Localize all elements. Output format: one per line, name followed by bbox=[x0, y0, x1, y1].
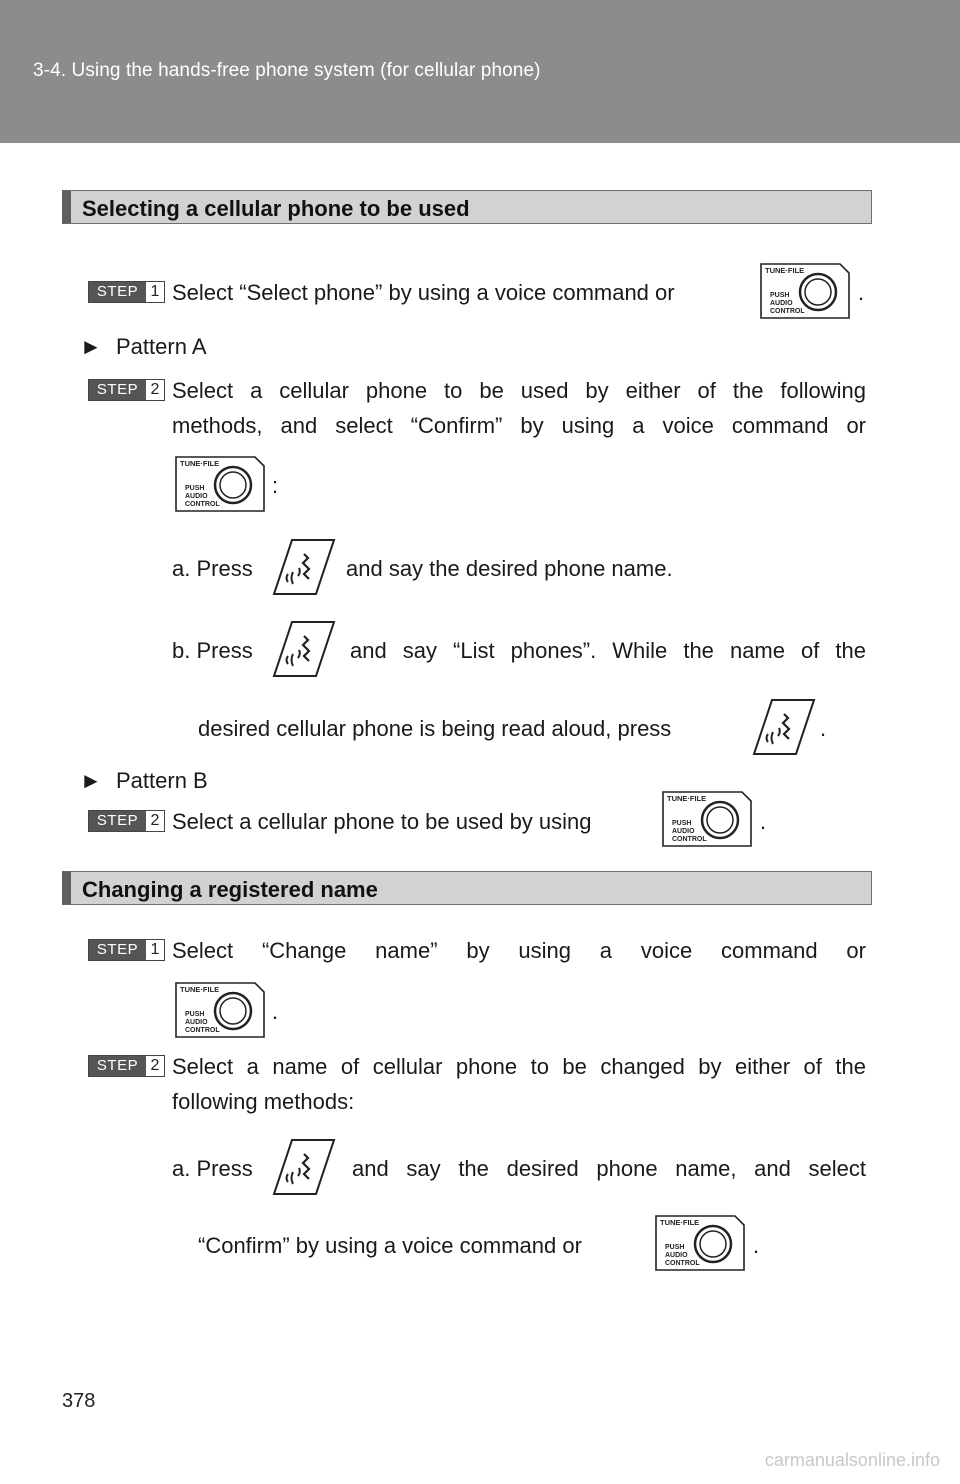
page-header bbox=[0, 0, 960, 143]
step-2-text-line-2: following methods: bbox=[172, 1089, 355, 1114]
talk-switch-icon bbox=[272, 1138, 336, 1196]
page-number: 378 bbox=[62, 1390, 96, 1412]
pattern-b-arrow-icon: ► bbox=[80, 768, 102, 793]
tune-file-knob-icon bbox=[175, 456, 265, 512]
section-heading-change-name bbox=[62, 871, 872, 905]
step-2-badge: STEP 2 bbox=[88, 1055, 165, 1077]
period: . bbox=[753, 1233, 760, 1258]
tune-file-knob-icon bbox=[175, 982, 265, 1038]
option-b-text-line-2: desired cellular phone is being read aloud, press bbox=[198, 716, 672, 741]
colon: : bbox=[272, 473, 279, 498]
option-a-text: and say the desired phone name, and select bbox=[352, 1156, 866, 1181]
option-a-press: a. Press bbox=[172, 1156, 253, 1181]
option-a-press: a. Press bbox=[172, 556, 253, 581]
step-2-pattern-b-text: Select a cellular phone to be used by using bbox=[172, 809, 592, 834]
pattern-a-arrow-icon: ► bbox=[80, 334, 102, 359]
section-heading-select-phone bbox=[62, 190, 872, 224]
step-2-text-line-2: methods, and select “Confirm” by using a voice command or bbox=[172, 413, 866, 438]
section-title: Changing a registered name bbox=[82, 877, 378, 902]
pattern-b-label: Pattern B bbox=[116, 768, 208, 793]
option-a-text-line-2: “Confirm” by using a voice command or bbox=[198, 1233, 582, 1258]
step-2-text-line-1: Select a name of cellular phone to be changed by either of the bbox=[172, 1054, 866, 1079]
period: . bbox=[272, 999, 279, 1024]
chapter-title: 3-4. Using the hands-free phone system (for cellular phone) bbox=[33, 60, 541, 81]
watermark: carmanualsonline.info bbox=[764, 1450, 940, 1470]
step-2-badge: STEP 2 bbox=[88, 379, 165, 401]
talk-switch-icon bbox=[752, 698, 816, 756]
step-1-text: Select “Select phone” by using a voice command or bbox=[172, 280, 675, 305]
section-title: Selecting a cellular phone to be used bbox=[82, 196, 470, 221]
step-1-badge: STEP 1 bbox=[88, 281, 165, 303]
option-b-press: b. Press bbox=[172, 638, 253, 663]
tune-file-knob-icon bbox=[662, 791, 752, 847]
option-a-text: and say the desired phone name. bbox=[346, 556, 673, 581]
period: . bbox=[820, 716, 827, 741]
step-1-badge: STEP 1 bbox=[88, 939, 165, 961]
tune-file-knob-icon bbox=[760, 263, 850, 319]
period: . bbox=[858, 280, 865, 305]
talk-switch-icon bbox=[272, 538, 336, 596]
period: . bbox=[760, 809, 767, 834]
talk-switch-icon bbox=[272, 620, 336, 678]
step-1-text: Select “Change name” by using a voice command or bbox=[172, 938, 866, 963]
step-2-badge: STEP 2 bbox=[88, 810, 165, 832]
pattern-a-label: Pattern A bbox=[116, 334, 207, 359]
tune-file-knob-icon bbox=[655, 1215, 745, 1271]
option-b-text: and say “List phones”. While the name of the bbox=[350, 638, 866, 663]
step-2-text-line-1: Select a cellular phone to be used by either of the following bbox=[172, 378, 866, 403]
